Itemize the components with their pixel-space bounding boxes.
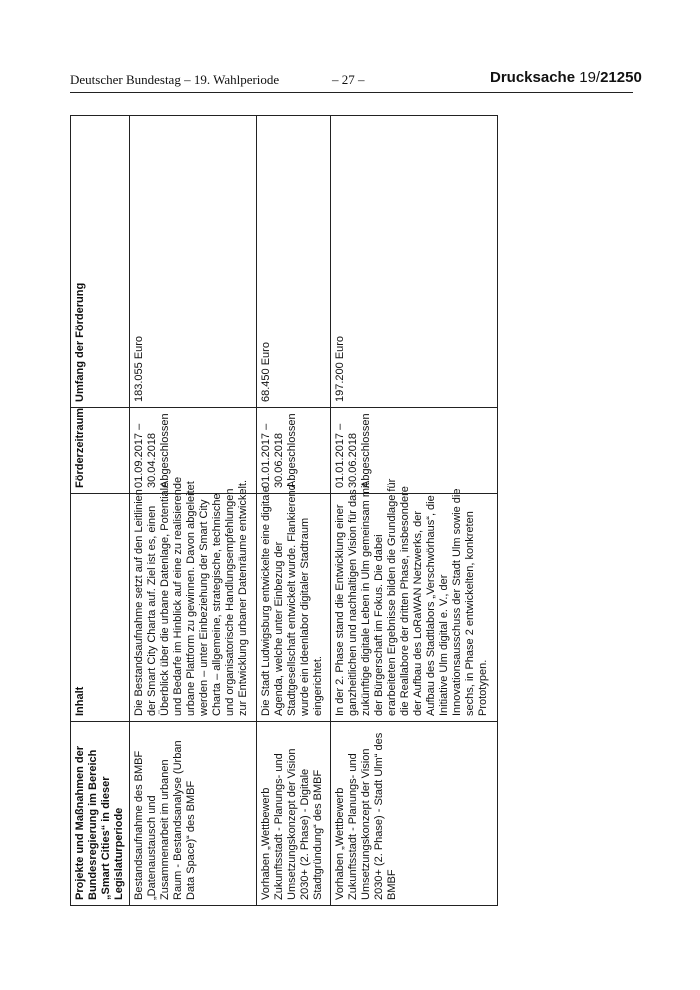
inhalt-line: In der 2. Phase stand die Entwicklung einer — [333, 504, 346, 716]
cell-umfang: 197.200 Euro — [330, 116, 497, 408]
table-header-row — [71, 116, 130, 906]
zeitraum-line: 01.09.2017 – — [132, 423, 145, 488]
zeitraum-line: 01.01.2017 – — [260, 423, 273, 488]
rotated-table-container — [70, 116, 498, 906]
header-doc-id: 21250 — [600, 69, 642, 86]
column-header-projekte: Projekte und Maßnahmen der Bundesregierung im Bereich „Smart Cities“ in dieser Legislaturperiode — [71, 722, 130, 906]
zeitraum-line: Abgeschlossen — [285, 413, 298, 488]
inhalt-line: wurde ein Ideenlabor digitaler Stadtraum — [298, 517, 311, 716]
zeitraum-line: Abgeschlossen — [158, 413, 171, 488]
inhalt-line: Charta – allgemeine, strategische, technische — [210, 493, 223, 716]
smart-cities-table — [70, 115, 498, 906]
table-row — [330, 116, 497, 906]
cell-projekt: Vorhaben „Wettbewerb Zukunftsstadt - Planungs- und Umsetzungskonzept der Vision 2030+ (2. Phase) - Digitale Stadtgründung“ des BMBF — [257, 722, 331, 906]
cell-inhalt — [129, 476, 256, 722]
header-document-number — [490, 69, 642, 86]
header-publication: Deutscher Bundestag – 19. Wahlperiode — [70, 72, 280, 87]
inhalt-line: zukünftige digitale Leben in Ulm gemeinsam mit — [359, 482, 372, 716]
inhalt-line: Innovationsausschuss der Stadt Ulm sowie die — [450, 488, 463, 716]
inhalt-line: Prototypen. — [476, 659, 489, 716]
zeitraum-line: 30.06.2018 — [272, 432, 285, 488]
inhalt-line: der Aufbau des LoRaWAN Netzwerks, der — [411, 510, 424, 716]
table-row — [257, 116, 331, 906]
inhalt-line: urbane Plattform zu gewinnen. Davon abgeleitet — [184, 481, 197, 716]
inhalt-line: eingerichtet. — [311, 656, 324, 716]
header-doc-label: Drucksache — [490, 69, 576, 86]
inhalt-line: die Reallabore der dritten Phase, insbesondere — [398, 486, 411, 716]
cell-projekt: Vorhaben „Wettbewerb Zukunftsstadt - Planungs- und Umsetzungskonzept der Vision 2030+ (2. Phase) - Stadt Ulm“ des BMBF — [330, 722, 497, 906]
header-page-number: – 27 – — [332, 72, 365, 87]
column-header-inhalt: Inhalt — [71, 494, 130, 722]
cell-zeitraum — [330, 408, 497, 494]
header-doc-period: 19/ — [579, 69, 601, 86]
cell-zeitraum — [257, 408, 331, 494]
column-header-zeitraum: Förderzeitraum — [71, 408, 130, 494]
inhalt-line: Die Bestandsaufnahme setzt auf den Leitlinien — [132, 489, 145, 716]
inhalt-line: Aufbau des Stadtlabors „Verschwörhaus“, die — [424, 495, 437, 716]
zeitraum-line: 30.04.2018 — [145, 432, 158, 488]
inhalt-line: Überblick über die urbane Datenlage, Potentiale — [158, 481, 171, 716]
inhalt-line: der Bürgerschaft im Fokus. Die dabei — [372, 534, 385, 716]
inhalt-line: sechs, in Phase 2 entwickelten, konkreten — [463, 511, 476, 716]
inhalt-line: werden – unter Einbeziehung der Smart City — [197, 499, 210, 716]
zeitraum-line: Abgeschlossen — [359, 413, 372, 488]
inhalt-line: Die Stadt Ludwigsburg entwickelte eine digitale — [260, 486, 273, 716]
header-rule — [70, 92, 633, 93]
zeitraum-line: 30.06.2018 — [346, 432, 359, 488]
table-row — [129, 116, 256, 906]
cell-projekt: Bestandsaufnahme des BMBF „Datenaustausch und Zusammenarbeit im urbanen Raum - Bestandsanalyse (Urban Data Space)“ des BMBF — [129, 722, 256, 906]
inhalt-line: der Smart City Charta auf. Ziel ist es, einen — [145, 505, 158, 716]
inhalt-line: zur Entwicklung urbaner Datenräume entwickelt. — [236, 479, 249, 716]
inhalt-line: erarbeiteten Ergebnisse bilden die Grundlage für — [385, 478, 398, 716]
cell-inhalt — [257, 484, 331, 722]
zeitraum-line: 01.01.2017 – — [333, 423, 346, 488]
cell-inhalt — [330, 478, 497, 722]
inhalt-line: Stadtgesellschaft entwickelt wurde. Flankierend — [285, 484, 298, 716]
inhalt-line: und organisatorische Handlungsempfehlungen — [223, 488, 236, 716]
cell-umfang: 68.450 Euro — [257, 116, 331, 408]
column-header-umfang: Umfang der Förderung — [71, 116, 130, 408]
inhalt-line: und Bedarfe im Hinblick auf eine zu realisierende — [171, 476, 184, 716]
inhalt-line: ganzheitlichen und nachhaltigen Vision für das — [346, 489, 359, 716]
table-body — [129, 116, 497, 906]
cell-umfang: 183.055 Euro — [129, 116, 256, 408]
inhalt-line: Agenda, welche unter Einbezug der — [272, 541, 285, 716]
inhalt-line: Initiative Ulm digital e. V., der — [437, 574, 450, 716]
